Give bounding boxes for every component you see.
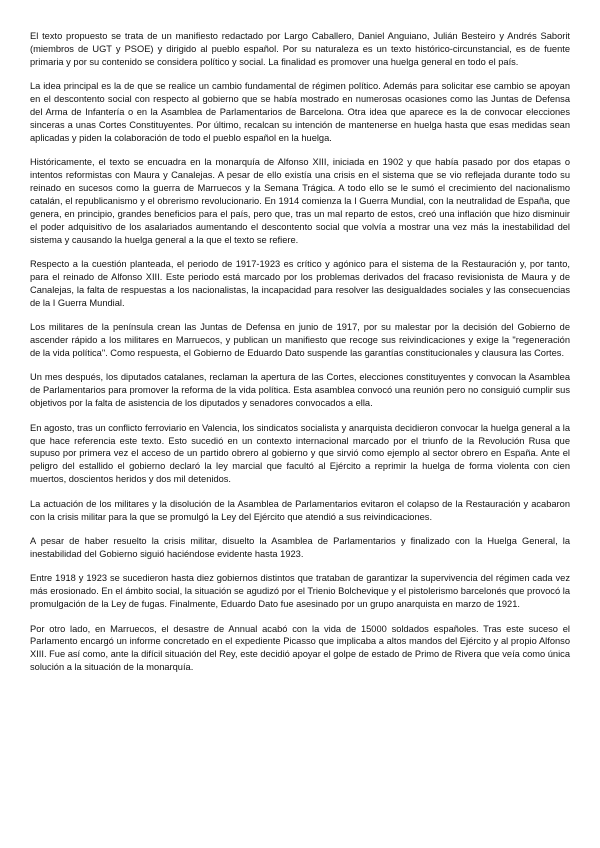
paragraph-annual-disaster: Por otro lado, en Marruecos, el desastre de Annual acabó con la vida de 15000 soldados españoles. Tras este suceso el Parlamento encargó un informe concretado en el expediente Picasso que implicaba a altos mandos del Ejército y al propio Alfonso XIII. Fue así como, ante la difícil situación del Rey, este decidió apoyar el golpe de estado de Primo de Rivera que veía como única solución a la situación de la monarquía. <box>30 623 570 673</box>
paragraph-question-period: Respecto a la cuestión planteada, el periodo de 1917-1923 es crítico y agónico para el sistema de la Restauración y, por tanto, para el reinado de Alfonso XIII. Este periodo está marcado por los problemas derivados del fracaso revisionista de Maura y de Canalejas, la falta de respuestas a los nacionalistas, la incapacidad para resolver las desigualdades sociales y las consecuencias de la I Guerra Mundial. <box>30 259 570 308</box>
paragraph-main-idea: La idea principal es la de que se realice un cambio fundamental de régimen político. Además para solicitar ese cambio se apoyan en el descontento social con respecto al gobierno que se había mostrado en numerosas ocasiones como las Juntas de Defensa del Arma de Infantería o en la Asamblea de Parlamentarios de Barcelona. Otra idea que aparece es la de convocar elecciones sinceras a unas Cortes Constituyentes. Por último, recalcan su intención de mantenerse en huelga hasta que esas medidas sean aplicadas y piden la colaboración de todo el pueblo español en la huelga. <box>30 81 570 143</box>
paragraph-defense-juntas: Los militares de la península crean las Juntas de Defensa en junio de 1917, por su malestar por la decisión del Gobierno de ascender rápido a los militares en Marruecos, y publican un manifiesto que recoge sus reivindicaciones y exige la "regeneración de la vida política". Como respuesta, el Gobierno de Eduardo Dato suspende las garantías constitucionales y clausura las Cortes. <box>30 322 570 359</box>
document-page <box>30 30 570 686</box>
paragraph-parliamentary-assembly: Un mes después, los diputados catalanes, reclaman la apertura de las Cortes, elecciones constituyentes y convocan la Asamblea de Parlamentarios para promover la reforma de la vida política. Esta asamblea convocó una reunión pero no consiguió cumplir sus objetivos por la falta de asistencia de los diputados y senadores convocados a ella. <box>30 372 570 409</box>
paragraph-introduction: El texto propuesto se trata de un manifiesto redactado por Largo Caballero, Daniel Anguiano, Julián Besteiro y Andrés Saborit (miembros de UGT y PSOE) y dirigido al pueblo español. Por su naturaleza es un texto histórico-circunstancial, es de fuente primaria y por su contenido se considera político y social. La finalidad es promover una huelga general en todo el país. <box>30 31 570 67</box>
paragraph-historical-context: Históricamente, el texto se encuadra en la monarquía de Alfonso XIII, iniciada en 1902 y que había pasado por dos etapas o intentos reformistas con Maura y Canalejas. A pesar de ello existía una crisis en el sistema que se vio reflejada durante todo su reinado en sucesos como la guerra de Marruecos y la Semana Trágica. A todo ello se le sumó el crecimiento del nacionalismo catalán, el republicanismo y el obrerismo revolucionario. En 1914 comienza la I Guerra Mundial, con la neutralidad de España, que genera, en principio, grandes beneficios para el país, pero que, tras un mal reparto de estos, creó una inflación que hizo disminuir el poder adquisitivo de los asalariados aumentando el descontento social que volvía a mostrar una vez más la inestabilidad del sistema y causando la huelga general a la que el texto se refiere. <box>30 157 570 245</box>
paragraph-instability: A pesar de haber resuelto la crisis militar, disuelto la Asamblea de Parlamentarios y finalizado con la Huelga General, la inestabilidad del Gobierno siguió haciéndose evidente hasta 1923. <box>30 536 570 559</box>
paragraph-general-strike: En agosto, tras un conflicto ferroviario en Valencia, los sindicatos socialista y anarquista decidieron convocar la huelga general a la que hace referencia este texto. Esto sucedió en un contexto internacional marcado por el triunfo de la Revolución Rusa que supuso por primera vez el acceso de un partido obrero al gobierno y que sirvió como ejemplo al sector obrero en España. Ante el peligro del estallido el gobierno declaró la ley marcial que facultó al Ejército a reprimir la huelga de forma violenta con cien muertos, doscientos heridos y dos mil detenidos. <box>30 422 570 485</box>
paragraph-army-law: La actuación de los militares y la disolución de la Asamblea de Parlamentarios evitaron el colapso de la Restauración y acabaron con la crisis militar para la que se promulgó la Ley del Ejército que atendió a sus reivindicaciones. <box>30 498 570 522</box>
paragraph-governments-1918-1923: Entre 1918 y 1923 se sucedieron hasta diez gobiernos distintos que trataban de garantizar la supervivencia del régimen cada vez más erosionado. En el ámbito social, la situación se agudizó por el Trienio Bolchevique y el pistolerismo barcelonés que provocó la promulgación de la Ley de fugas. Finalmente, Eduardo Dato fue asesinado por un grupo anarquista en marzo de 1921. <box>30 573 570 610</box>
